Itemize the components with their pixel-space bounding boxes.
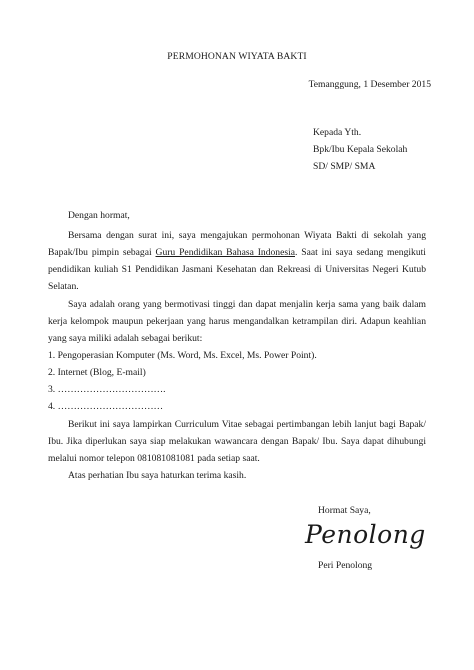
paragraph-request	[48, 227, 426, 295]
paragraph-line: Saya adalah orang yang bermotivasi tinggi dan dapat menjalin kerja sama yang baik dalam	[68, 299, 426, 310]
paragraph-line: Berikut ini saya lampirkan Curriculum Vitae sebagai pertimbangan lebih lanjut bagi Bapak/	[68, 419, 426, 430]
recipient-block	[313, 124, 407, 175]
position-name: Guru Pendidikan Bahasa Indonesia	[155, 247, 295, 258]
list-item: 1. Pengoperasian Komputer (Ms. Word, Ms. Excel, Ms. Power Point).	[48, 350, 317, 361]
paragraph-line: kerja kelompok maupun pekerjaan yang harus mengandalkan ketrampilan diri. Adapun keahlian	[48, 316, 426, 327]
list-item: 3. …………………………….	[48, 384, 166, 395]
paragraph-line: melalui nomor telepon 08108108108​1 pada setiap saat.	[48, 453, 260, 464]
list-item: 2. Internet (Blog, E-mail)	[48, 367, 146, 378]
skills-list	[48, 347, 317, 415]
recipient-line: Bpk/Ibu Kepala Sekolah	[313, 144, 408, 155]
paragraph-line: Ibu. Jika diperlukan saya siap melakukan wawancara dengan Bapak/ Ibu. Saya dapat dihubungi	[48, 436, 426, 447]
paragraph-line	[48, 244, 426, 261]
recipient-line: SD/ SMP/ SMA	[313, 161, 376, 172]
list-item: 4. ……………………………	[48, 401, 164, 412]
paragraph-thanks	[48, 467, 426, 484]
paragraph-line: Selatan.	[48, 281, 79, 292]
place-date: Temanggung, 1 Desember 2015	[308, 79, 431, 90]
paragraph-text: . Saat ini saya sedang mengikuti	[295, 247, 426, 258]
paragraph-line: yang saya miliki adalah sebagai berikut:	[48, 333, 203, 344]
signer-name: Peri Penolong	[318, 560, 373, 571]
paragraph-line: Bersama dengan surat ini, saya mengajukan permohonan Wiyata Bakti di sekolah yang	[68, 230, 426, 241]
greeting: Dengan hormat,	[68, 210, 130, 221]
paragraph-attachment	[48, 416, 426, 467]
signature: Penolong	[305, 520, 426, 549]
closing-salutation: Hormat Saya,	[318, 505, 371, 516]
paragraph-line: Atas perhatian Ibu saya haturkan terima kasih.	[68, 470, 247, 481]
recipient-line: Kepada Yth.	[313, 127, 362, 138]
paragraph-line: pendidikan kuliah S1 Pendidikan Jasmani Kesehatan dan Rekreasi di Universitas Negeri Kutub	[48, 264, 426, 275]
paragraph-skills-intro	[48, 296, 426, 347]
letter-title: PERMOHONAN WIYATA BAKTI	[167, 51, 307, 62]
paragraph-text: Bapak/Ibu pimpin sebagai	[48, 247, 156, 258]
